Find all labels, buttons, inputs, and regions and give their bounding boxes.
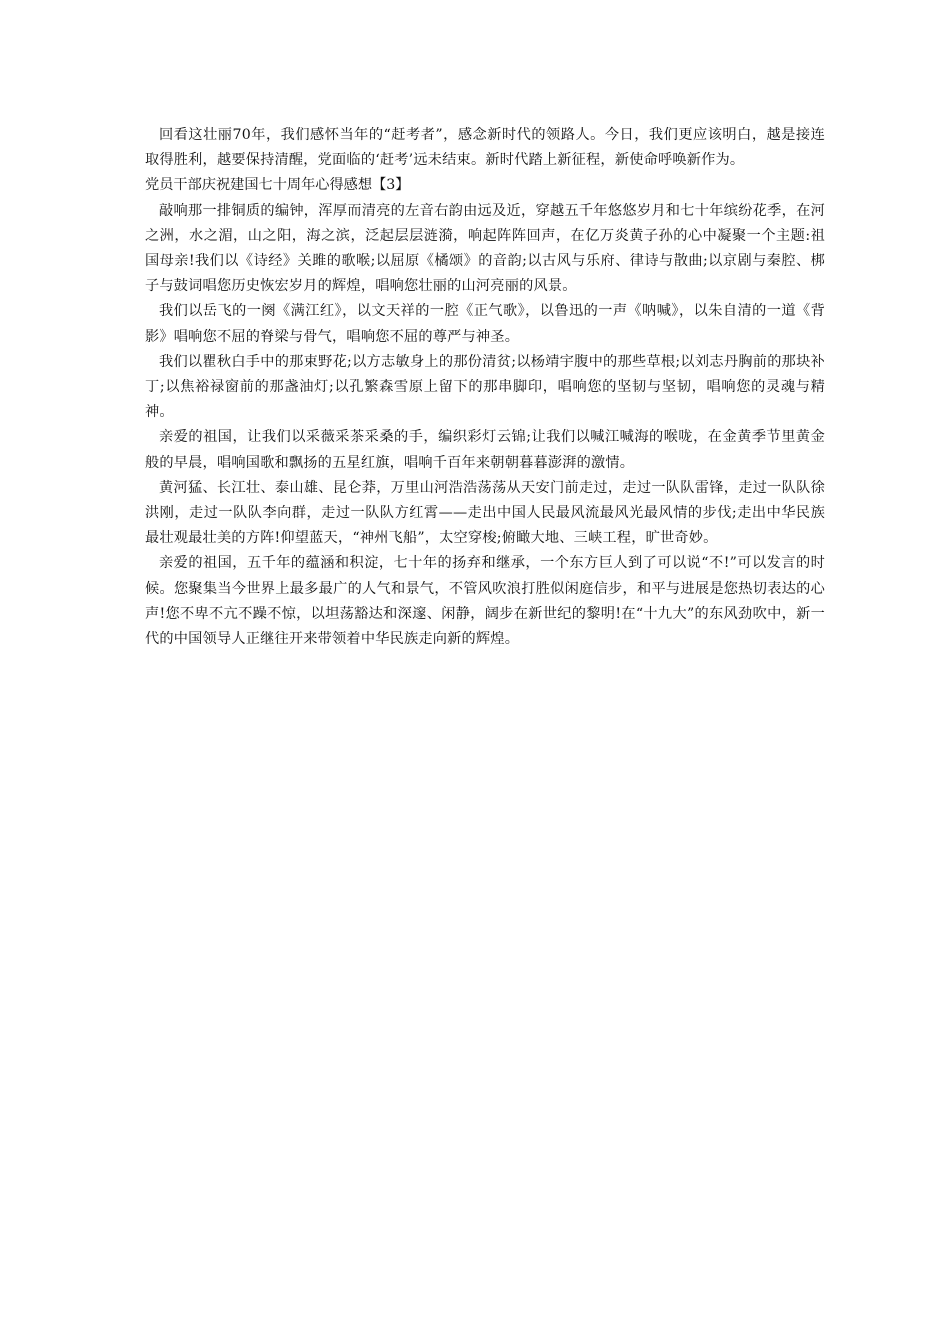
document-page bbox=[145, 123, 825, 652]
section-heading: 党员干部庆祝建国七十周年心得感想【3】 bbox=[145, 177, 410, 194]
body-paragraph-1: 敲响那一排铜质的编钟，浑厚而清亮的左音右韵由远及近，穿越五千年悠悠岁月和七十年缤纷花季，在河之洲，水之湄，山之阳，海之滨，泛起层层涟漪，响起阵阵回声，在亿万炎黄子孙的心中凝聚一个主题:祖国母亲!我们以《诗经》关雎的歌喉;以屈原《橘颂》的音韵;以古风与乐府、律诗与散曲;以京剧与秦腔、梆子与鼓词唱您历史恢宏岁月的辉煌，唱响您壮丽的山河亮丽的风景。 bbox=[145, 202, 825, 295]
body-paragraph-5: 黄河猛、长江壮、泰山雄、昆仑莽，万里山河浩浩荡荡从天安门前走过，走过一队队雷锋，走过一队队徐洪刚，走过一队队李向群，走过一队队方红霄——走出中国人民最风流最风光最风情的步伐;走出中华民族最壮观最壮美的方阵!仰望蓝天，“神州飞船”，太空穿梭;俯瞰大地、三峡工程，旷世奇妙。 bbox=[145, 479, 825, 547]
intro-paragraph: 回看这壮丽70年，我们感怀当年的“赶考者”，感念新时代的领路人。今日，我们更应该明白，越是接连取得胜利，越要保持清醒，党面临的‘赶考’远未结束。新时代踏上新征程，新使命呼唤新作为。 bbox=[145, 127, 825, 169]
body-paragraph-6: 亲爱的祖国，五千年的蕴涵和积淀，七十年的扬弃和继承，一个东方巨人到了可以说“不!”可以发言的时候。您聚集当今世界上最多最广的人气和景气，不管风吹浪打胜似闲庭信步，和平与进展是您热切表达的心声!您不卑不亢不躁不惊，以坦荡豁达和深邃、闲静，阔步在新世纪的黎明!在“十九大”的东风劲吹中，新一代的中国领导人正继往开来带领着中华民族走向新的辉煌。 bbox=[145, 555, 825, 648]
body-paragraph-4: 亲爱的祖国，让我们以采薇采茶采桑的手，编织彩灯云锦;让我们以喊江喊海的喉咙，在金黄季节里黄金般的早晨，唱响国歌和飘扬的五星红旗，唱响千百年来朝朝暮暮澎湃的激情。 bbox=[145, 429, 825, 471]
body-paragraph-2: 我们以岳飞的一阕《满江红》，以文天祥的一腔《正气歌》，以鲁迅的一声《呐喊》，以朱自清的一道《背影》唱响您不屈的脊梁与骨气，唱响您不屈的尊严与神圣。 bbox=[145, 303, 825, 345]
body-paragraph-3: 我们以瞿秋白手中的那束野花;以方志敏身上的那份清贫;以杨靖宇腹中的那些草根;以刘志丹胸前的那块补丁;以焦裕禄窗前的那盏油灯;以孔繁森雪原上留下的那串脚印，唱响您的坚韧与坚韧，唱响您的灵魂与精神。 bbox=[145, 353, 825, 421]
